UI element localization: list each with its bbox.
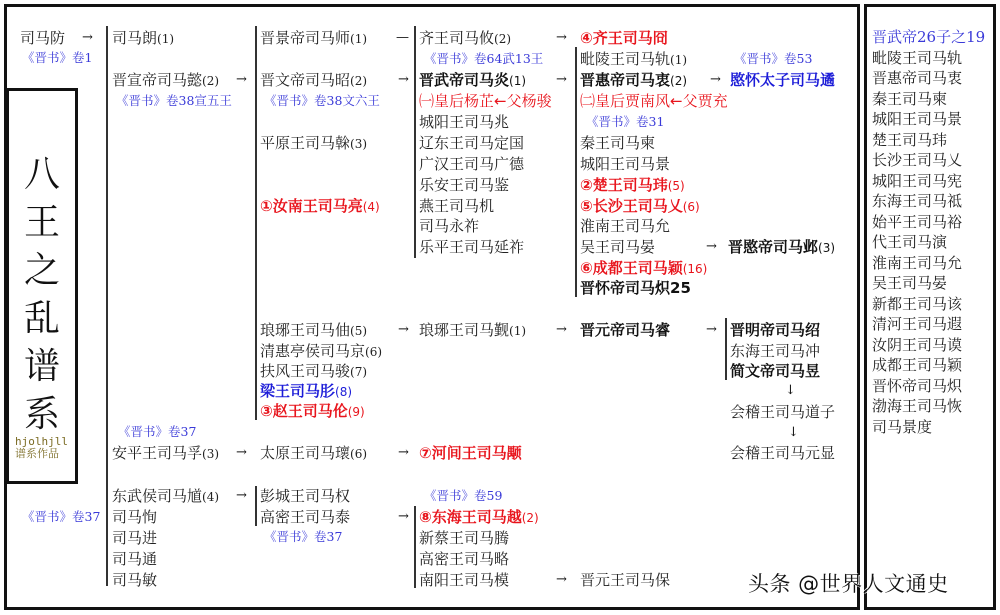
- arrow-icon: →: [706, 322, 717, 337]
- node-emperor-min: 晋愍帝司马邺(3): [728, 238, 836, 256]
- arrow-icon: →: [398, 509, 409, 524]
- list-item: 东海王司马祗: [872, 192, 963, 210]
- node: 城阳王司马兆: [419, 113, 510, 131]
- node-crown-prince-minhuai: 愍怀太子司马遹: [730, 71, 836, 89]
- node: 辽东王司马定国: [419, 134, 525, 152]
- list-item: 新都王司马该: [872, 294, 963, 313]
- node-king-zhao: ③赵王司马伦(9): [260, 402, 365, 420]
- node: 乐平王司马延祚: [419, 238, 525, 256]
- node: 高密王司马泰: [260, 508, 351, 526]
- node: 安平王司马孚(3): [112, 444, 220, 462]
- dash-icon: —: [396, 30, 409, 45]
- branch-line: [575, 47, 577, 297]
- list-item: 成都王司马颖: [872, 356, 963, 374]
- author-label: hjolhjll 谱系作品: [15, 435, 68, 460]
- node: 城阳王司马景: [580, 155, 671, 173]
- arrow-icon: →: [710, 72, 721, 87]
- arrow-icon: →: [398, 72, 409, 87]
- right-panel-list: [872, 27, 985, 437]
- node: 会稽王司马元显: [730, 444, 836, 462]
- right-panel-header: 晋武帝26子之19: [872, 28, 986, 46]
- ref: 《晋书》卷38文六王: [264, 93, 380, 108]
- list-item: 汝阴王司马谟: [872, 335, 963, 354]
- list-item: 毗陵王司马轨: [872, 48, 963, 67]
- node: 司马恂: [112, 508, 158, 526]
- node: 乐安王司马鉴: [419, 176, 510, 194]
- node: 南阳王司马模: [419, 571, 510, 589]
- node-king-chu: ②楚王司马玮(5): [580, 176, 685, 194]
- node-emperor-jianwen: 简文帝司马昱: [730, 362, 821, 380]
- node-king-chengdu: ⑥成都王司马颖(16): [580, 259, 708, 277]
- node-emperor-wu: 晋武帝司马炎(1): [419, 71, 527, 89]
- watermark: 头条 @世界人文通史: [748, 572, 949, 596]
- list-item: 清河王司马遐: [872, 315, 963, 333]
- node: 广汉王司马广德: [419, 155, 525, 173]
- ref: 《晋书》卷64武13王: [424, 51, 544, 66]
- node: 扶风王司马骏(7): [260, 362, 368, 380]
- arrow-icon: →: [398, 322, 409, 337]
- node-emperor-yuan: 晋元帝司马睿: [580, 321, 671, 339]
- node: 晋文帝司马昭(2): [260, 71, 368, 89]
- arrow-icon: →: [556, 322, 567, 337]
- ref: 《晋书》卷37: [118, 424, 197, 439]
- arrow-icon: →: [398, 445, 409, 460]
- list-item: 城阳王司马宪: [872, 171, 963, 190]
- list-item: 司马景度: [872, 417, 933, 436]
- node: 琅琊王司马觐(1): [419, 321, 527, 339]
- branch-line: [106, 26, 108, 586]
- ref-jinshu-37-left: 《晋书》卷37: [22, 509, 101, 524]
- node: 晋宣帝司马懿(2): [112, 71, 220, 89]
- node: 会稽王司马道子: [730, 403, 836, 421]
- ref: 《晋书》卷38宣五王: [116, 93, 232, 108]
- branch-line: [725, 318, 727, 380]
- list-item: 晋惠帝司马衷: [872, 69, 963, 87]
- branch-line: [414, 26, 416, 258]
- node-emperor-ming: 晋明帝司马绍: [730, 321, 821, 339]
- list-item: 吴王司马晏: [872, 274, 948, 292]
- node: 秦王司马柬: [580, 134, 656, 152]
- ref: 《晋书》卷53: [734, 51, 813, 66]
- list-item: 晋怀帝司马炽: [872, 376, 963, 395]
- list-item: 长沙王司马乂: [872, 151, 963, 169]
- node: 齐王司马攸(2): [419, 29, 512, 47]
- ref: 《晋书》卷31: [586, 114, 665, 129]
- node-emperor-hui: 晋惠帝司马衷(2): [580, 71, 688, 89]
- node-king-donghai: ⑧东海王司马越(2): [419, 508, 539, 526]
- list-item: 代王司马演: [872, 233, 948, 251]
- branch-line: [255, 486, 257, 526]
- node: 晋元王司马保: [580, 571, 671, 589]
- node: 司马朗(1): [112, 29, 175, 47]
- list-item: 淮南王司马允: [872, 253, 963, 272]
- list-item: 秦王司马柬: [872, 89, 948, 108]
- node: 高密王司马略: [419, 550, 510, 568]
- node: 清惠亭侯司马京(6): [260, 342, 383, 360]
- arrow-icon: →: [556, 30, 567, 45]
- node-empress-yang: ㈠皇后杨芷←父杨骏: [419, 92, 552, 110]
- arrow-icon: →: [236, 445, 247, 460]
- node: 燕王司马机: [419, 197, 495, 215]
- branch-line: [414, 506, 416, 588]
- node-emperor-huai: 晋怀帝司马炽25: [580, 279, 691, 297]
- page-title: 八 王 之 乱 谱 系: [23, 154, 60, 435]
- branch-line: [255, 26, 257, 420]
- list-item: 渤海王司马恢: [872, 397, 963, 415]
- arrow-down-icon: ↓: [785, 383, 796, 398]
- node: 毗陵王司马轨(1): [580, 50, 688, 68]
- node-king-qi: ④齐王司马冏: [580, 29, 668, 47]
- list-item: 始平王司马裕: [872, 212, 963, 231]
- node: 平原王司马榦(3): [260, 134, 368, 152]
- arrow-icon: →: [82, 30, 93, 45]
- list-item: 城阳王司马景: [872, 110, 963, 128]
- arrow-icon: →: [236, 488, 247, 503]
- arrow-down-icon: ↓: [788, 425, 799, 440]
- node-empress-jia: ㈡皇后贾南风←父贾充: [580, 92, 728, 110]
- node: 吴王司马晏: [580, 238, 656, 256]
- ref-jinshu-1: 《晋书》卷1: [22, 50, 93, 65]
- node: 太原王司马瓌(6): [260, 444, 368, 462]
- node: 司马敏: [112, 571, 158, 589]
- node: 彭城王司马权: [260, 487, 351, 505]
- node: 东海王司马冲: [730, 342, 821, 360]
- node-king-changsha: ⑤长沙王司马乂(6): [580, 197, 700, 215]
- node: 晋景帝司马师(1): [260, 29, 368, 47]
- ref: 《晋书》卷37: [264, 529, 343, 544]
- node-king-liang: 梁王司马肜(8): [260, 382, 353, 400]
- node: 司马通: [112, 550, 158, 568]
- node: 淮南王司马允: [580, 217, 671, 235]
- arrow-icon: →: [236, 72, 247, 87]
- node: 新蔡王司马腾: [419, 529, 510, 547]
- list-item: 楚王司马玮: [872, 130, 948, 149]
- node-sima-fang: 司马防: [20, 29, 66, 47]
- arrow-icon: →: [556, 72, 567, 87]
- node: 司马进: [112, 529, 158, 547]
- node: 东武侯司马馗(4): [112, 487, 220, 505]
- arrow-icon: →: [556, 572, 567, 587]
- node: 司马永祚: [419, 217, 480, 235]
- node-king-runan: ①汝南王司马亮(4): [260, 197, 380, 215]
- arrow-icon: →: [706, 239, 717, 254]
- node: 琅琊王司马伷(5): [260, 321, 368, 339]
- title-box: [6, 88, 78, 484]
- ref: 《晋书》卷59: [424, 488, 503, 503]
- node-king-hejian: ⑦河间王司马颙: [419, 444, 522, 462]
